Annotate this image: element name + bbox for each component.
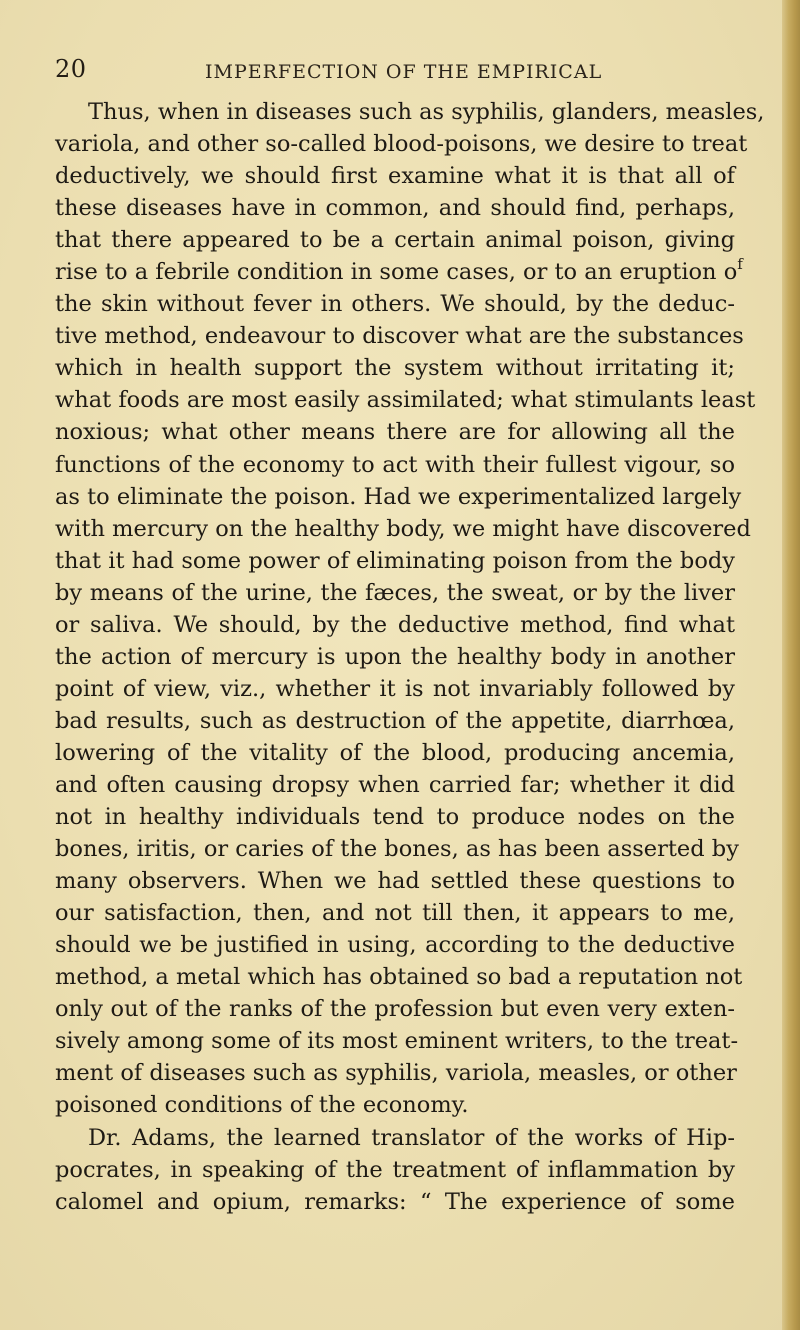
text-line: point of view, viz., whether it is not invariably followed by xyxy=(55,675,735,702)
text-line: deductively, we should first examine what it is that all of xyxy=(55,163,735,190)
text-line: the action of mercury is upon the healthy body in another xyxy=(55,643,735,670)
text-line: with mercury on the healthy body, we might have discovered xyxy=(55,515,751,542)
text-line: method, a metal which has obtained so bad a reputation not xyxy=(55,964,743,991)
text-line: variola, and other so-called blood-poisons, we desire to treat xyxy=(55,131,748,158)
text-line: and often causing dropsy when carried far; whether it did xyxy=(55,771,735,798)
text-line: that it had some power of eliminating poison from the body xyxy=(55,547,735,574)
text-line: bad results, such as destruction of the appetite, diarrhœa, xyxy=(55,707,735,734)
text-line: not in healthy individuals tend to produce nodes on the xyxy=(55,804,735,831)
page-number: 20 xyxy=(55,55,87,83)
text-line-with-superscript xyxy=(55,255,743,288)
body-text xyxy=(55,96,765,1218)
text-line: our satisfaction, then, and not till then, it appears to me, xyxy=(55,900,735,927)
text-line-main: rise to a febrile condition in some cases, or to an eruption o xyxy=(55,259,738,286)
text-line: functions of the economy to act with their fullest vigour, so xyxy=(55,451,735,478)
text-line: the skin without fever in others. We should, by the deduc- xyxy=(55,291,735,318)
text-line: calomel and opium, remarks: “ The experience of some xyxy=(55,1188,735,1215)
text-line: tive method, endeavour to discover what are the substances xyxy=(55,323,744,350)
running-title: IMPERFECTION OF THE EMPIRICAL xyxy=(205,61,603,83)
text-line: only out of the ranks of the profession but even very exten- xyxy=(55,996,735,1023)
text-line: bones, iritis, or caries of the bones, as has been asserted by xyxy=(55,836,739,863)
text-line: noxious; what other means there are for allowing all the xyxy=(55,419,735,446)
text-line: Dr. Adams, the learned translator of the works of Hip- xyxy=(88,1124,735,1151)
superscript-letter: f xyxy=(737,255,743,274)
page-edge xyxy=(782,0,800,1330)
text-line: should we be justified in using, according to the deductive xyxy=(55,932,735,959)
text-line: pocrates, in speaking of the treatment of inflammation by xyxy=(55,1156,735,1183)
text-line: which in health support the system without irritating it; xyxy=(55,355,735,382)
page-header xyxy=(0,55,800,95)
text-line: or saliva. We should, by the deductive method, find what xyxy=(55,611,735,638)
text-line: by means of the urine, the fæces, the sweat, or by the liver xyxy=(55,579,735,606)
text-line: poisoned conditions of the economy. xyxy=(55,1092,469,1119)
text-line: lowering of the vitality of the blood, producing ancemia, xyxy=(55,739,735,766)
text-line: what foods are most easily assimilated; what stimulants least xyxy=(55,387,756,414)
text-line: sively among some of its most eminent writers, to the treat- xyxy=(55,1028,739,1055)
text-line: that there appeared to be a certain animal poison, giving xyxy=(55,227,735,254)
text-line: ment of diseases such as syphilis, variola, measles, or other xyxy=(55,1060,737,1087)
text-line: many observers. When we had settled these questions to xyxy=(55,868,735,895)
text-line: these diseases have in common, and should find, perhaps, xyxy=(55,195,735,222)
text-line: Thus, when in diseases such as syphilis, glanders, measles, xyxy=(88,99,765,125)
text-line: as to eliminate the poison. Had we experimentalized largely xyxy=(55,483,742,510)
